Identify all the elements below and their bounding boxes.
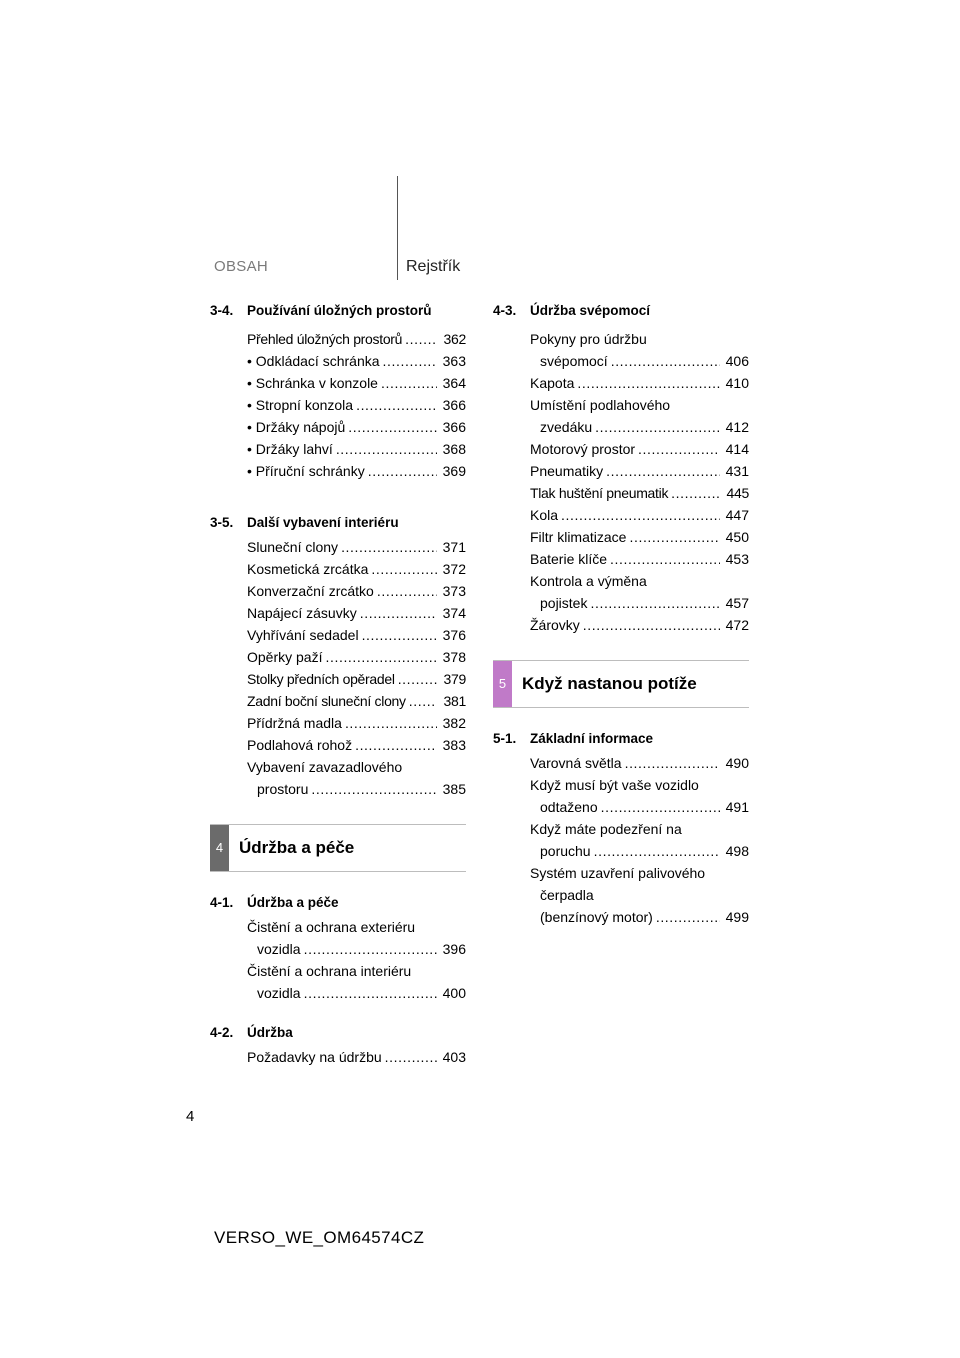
toc-entry[interactable]: Kapota ..... 410: [530, 372, 749, 394]
toc-entry[interactable]: Čistění a ochrana interiéru vozidla ..... 400: [247, 960, 466, 1004]
toc-entry[interactable]: Žárovky ..... 472: [530, 614, 749, 636]
chapter-title: Když nastanou potíže: [522, 674, 697, 693]
toc-entry[interactable]: Systém uzavření palivového čerpadla (benzínový motor) ..... 499: [530, 862, 749, 928]
toc-entry[interactable]: Kontrola a výměna pojistek ..... 457: [530, 570, 749, 614]
toc-entry[interactable]: Pokyny pro údržbu svépomocí ..... 406: [530, 328, 749, 372]
page-number: 4: [186, 1108, 195, 1125]
toc-entry[interactable]: Vybavení zavazadlového prostoru ..... 385: [247, 756, 466, 800]
toc-entry[interactable]: • Držáky nápojů ..... 366: [247, 416, 466, 438]
toc-entry[interactable]: Varovná světla ..... 490: [530, 752, 749, 774]
toc-entry[interactable]: Požadavky na údržbu ..... 403: [247, 1046, 466, 1068]
toc-entry[interactable]: Opěrky paží ..... 378: [247, 646, 466, 668]
toc-entry[interactable]: Když máte podezření na poruchu ..... 498: [530, 818, 749, 862]
toc-entry[interactable]: Stolky předních opěradel ..... 379: [247, 668, 466, 690]
toc-entry[interactable]: Kola ..... 447: [530, 504, 749, 526]
section-heading: 4-3. Údržba svépomocí: [493, 303, 651, 318]
toc-entry[interactable]: • Schránka v konzole ..... 364: [247, 372, 466, 394]
section-heading: 4-2. Údržba: [210, 1025, 293, 1040]
toc-entry[interactable]: Čistění a ochrana exteriéru vozidla ..... 396: [247, 916, 466, 960]
chapter-tab: 4: [210, 825, 229, 871]
toc-entry[interactable]: Podlahová rohož ..... 383: [247, 734, 466, 756]
section-heading: 5-1. Základní informace: [493, 731, 654, 746]
toc-entry[interactable]: Baterie klíče ..... 453: [530, 548, 749, 570]
toc-entry[interactable]: • Držáky lahví ..... 368: [247, 438, 466, 460]
section-heading: 3-4. Používání úložných prostorů: [210, 303, 432, 318]
chapter-title: Údržba a péče: [239, 838, 355, 857]
toc-entry[interactable]: Tlak huštění pneumatik ..... 445: [530, 482, 749, 504]
nav-contents-link[interactable]: OBSAH: [214, 258, 269, 275]
toc-entry[interactable]: Napájecí zásuvky ..... 374: [247, 602, 466, 624]
document-code: VERSO_WE_OM64574CZ: [214, 1228, 425, 1247]
toc-entry[interactable]: • Stropní konzola ..... 366: [247, 394, 466, 416]
section-heading: 4-1. Údržba a péče: [210, 895, 339, 910]
toc-right-column: [493, 300, 749, 928]
toc-entry[interactable]: Konverzační zrcátko ..... 373: [247, 580, 466, 602]
nav-divider: [397, 176, 398, 280]
toc-entry[interactable]: • Příruční schránky ..... 369: [247, 460, 466, 482]
chapter-tab: 5: [493, 661, 512, 707]
nav-index-link[interactable]: Rejstřík: [406, 258, 461, 275]
toc-entry[interactable]: Přídržná madla ..... 382: [247, 712, 466, 734]
chapter-4-banner[interactable]: [210, 824, 466, 872]
chapter-5-banner[interactable]: [493, 660, 749, 708]
toc-entry[interactable]: • Odkládací schránka ..... 363: [247, 350, 466, 372]
toc-left-column: [210, 300, 466, 1068]
toc-entry[interactable]: Motorový prostor ..... 414: [530, 438, 749, 460]
toc-entry[interactable]: Umístění podlahového zvedáku ..... 412: [530, 394, 749, 438]
toc-entry[interactable]: Když musí být vaše vozidlo odtaženo ..... 491: [530, 774, 749, 818]
toc-entry[interactable]: Zadní boční sluneční clony ..... 381: [247, 690, 466, 712]
toc-entry[interactable]: Sluneční clony ..... 371: [247, 536, 466, 558]
toc-entry[interactable]: Přehled úložných prostorů ..... 362: [247, 328, 466, 350]
toc-entry[interactable]: Kosmetická zrcátka ..... 372: [247, 558, 466, 580]
section-heading: 3-5. Další vybavení interiéru: [210, 515, 399, 530]
toc-entry[interactable]: Vyhřívání sedadel ..... 376: [247, 624, 466, 646]
toc-entry[interactable]: Filtr klimatizace ..... 450: [530, 526, 749, 548]
toc-entry[interactable]: Pneumatiky ..... 431: [530, 460, 749, 482]
